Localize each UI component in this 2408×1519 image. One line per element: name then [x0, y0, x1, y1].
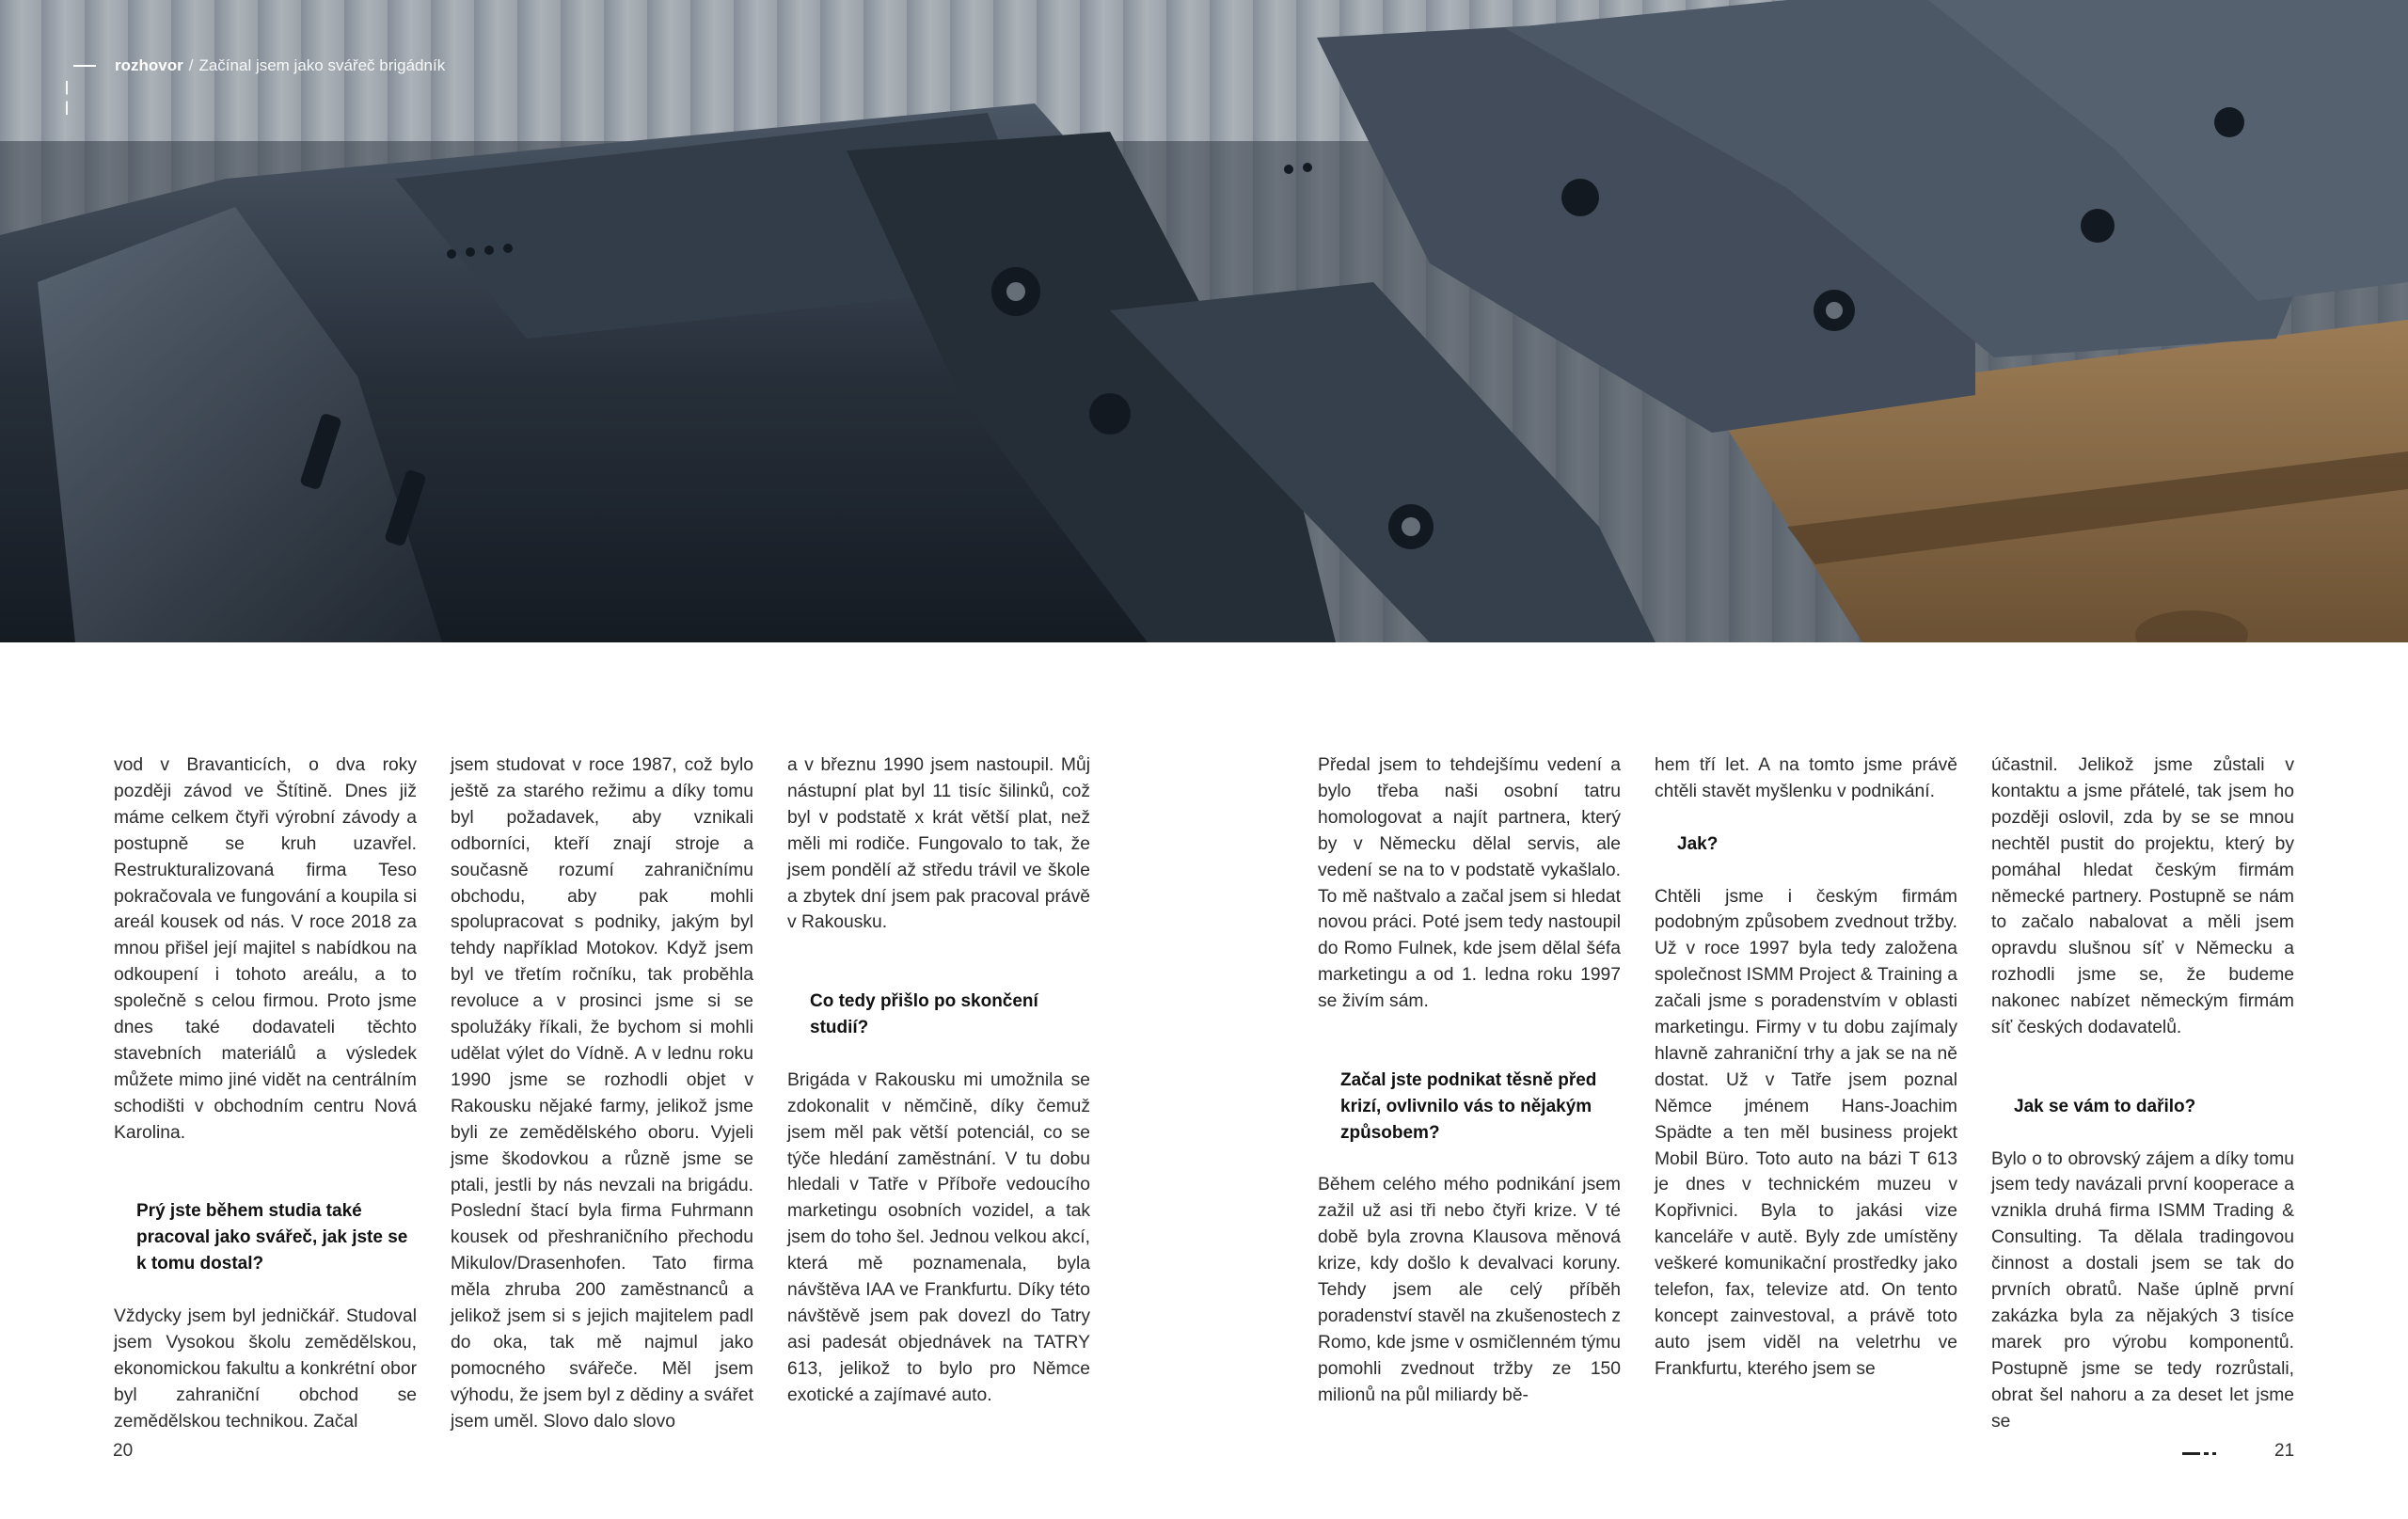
text-column-5 — [1655, 752, 1957, 1383]
interview-question: Jak se vám to dařilo? — [2014, 1096, 2196, 1116]
hero-photo — [0, 0, 2408, 642]
header-separator: / — [188, 56, 194, 74]
header-dash — [73, 65, 96, 67]
text-column-6 — [1991, 752, 2294, 1435]
paragraph-gap — [1991, 1120, 2294, 1147]
text-column-1 — [114, 752, 417, 1435]
page-number-right: 21 — [2274, 1441, 2295, 1461]
text-column-3 — [787, 752, 1090, 1409]
paragraph-gap — [114, 1277, 417, 1304]
paragraph-gap — [787, 936, 1090, 962]
paragraph-gap — [1318, 1147, 1621, 1173]
body-paragraph: Předal jsem to tehdejšímu vedení a bylo třeba naši osobní tatru homologovat a najít partnera, který by v Německu dělal servis, ale vedení se na to v podstatě vykašlalo. To mě naštvalo a začal jsem si hledat novou práci. Poté jsem tedy nastoupil do Romo Fulnek, kde jsem dělal šéfa marketingu a od 1. ledna roku 1997 se živím sám. — [1318, 755, 1621, 1012]
paragraph-gap — [1655, 805, 1957, 831]
body-paragraph: Vždycky jsem byl jedničkář. Studoval jsem Vysokou školu zemědělskou, ekonomickou fakultu a konkrétní obor byl zahraniční obchod se zemědělskou technikou. Začal — [114, 1305, 417, 1432]
body-paragraph: vod v Bravanticích, o dva roky později závod ve Štítině. Dnes již máme celkem čtyři výrobní závody a postupně se kruh uzavřel. Restrukturalizovaná firma Teso pokračovala ve fungování a koupila si areál kousek od nás. V roce 2018 za mnou přišel její majitel s nabídkou na odkoupení i tohoto areálu, a to společně s celou firmou. Proto jsme dnes také dodavateli těchto stavebních materiálů a výsledek můžete mimo jiné vidět na centrálním schodišti v obchodním centru Nová Karolina. — [114, 755, 417, 1143]
paragraph-gap — [1318, 1041, 1621, 1068]
body-paragraph: Brigáda v Rakousku mi umožnila se zdokonalit v němčině, díky čemuž jsem měl pak větší potenciál, co se týče hledání zaměstnání. V tu dobu hledali v Tatře v Příboře vedoucího marketingu osobních vozidel, a tak jsem do toho šel. Jednou velkou akcí, která mě poznamenala, byla návštěva IAA ve Frankfurtu. Díky této návštěvě jsem pak dovezl do Tatry asi padesát objednávek na TATRY 613, jelikož to bylo pro Němce exotické a zajímavé auto. — [787, 1069, 1090, 1405]
paragraph-gap — [1991, 1068, 2294, 1094]
section-label: rozhovor — [115, 56, 183, 74]
interview-question: Co tedy přišlo po skončení studií? — [810, 991, 1038, 1038]
header-vertical-mark — [66, 81, 68, 115]
body-paragraph: Chtěli jsme i českým firmám podobným způsobem zvednout tržby. Už v roce 1997 byla tedy založena společnost ISMM Project & Training a začali jsme s poradenstvím v oblasti marketingu. Firmy v tu dobu zajímaly hlavně zahraniční trhy a jak se na ně dostat. Už v Tatře jsem poznal Němce jménem Hans-Joachim Spädte a ten měl business projekt Mobil Büro. Toto auto na bázi T 613 je dnes v technickém muzeu v Kopřivnici. Byla to jakási vize kanceláře v autě. Byly zde umístěny veškeré komunikační prostředky jako telefon, fax, televize atd. On tento koncept zainvestoval, a právě toto auto jsem viděl na veletrhu ve Frankfurtu, kterého jsem se — [1655, 886, 1957, 1379]
page-number-left: 20 — [113, 1441, 134, 1461]
paragraph-gap — [1655, 858, 1957, 884]
paragraph-gap — [1318, 1015, 1621, 1041]
body-paragraph: a v březnu 1990 jsem nastoupil. Můj nástupní plat byl 11 tisíc šilinků, což byl v podstatě x krát větší plat, než měli mi rodiče. Fungovalo to tak, že jsem pondělí až středu trávil ve škole a zbytek dní jsem pak pracoval právě v Rakousku. — [787, 755, 1090, 933]
text-column-4 — [1318, 752, 1621, 1409]
paragraph-gap — [787, 1041, 1090, 1068]
article-title: Začínal jsem jako svářeč brigádník — [198, 56, 446, 74]
paragraph-gap — [787, 962, 1090, 989]
body-paragraph: Během celého mého podnikání jsem zažil už asi tři nebo čtyři krize. V té době byla zrovna Klausova měnová krize, kdy došlo k devalvaci koruny. Tehdy jsem ale celý příběh poradenství stavěl na zkušenostech z Romo, kde jsme v osmičlenném týmu pomohli zvednout tržby ze 150 milionů na půl miliardy bě- — [1318, 1175, 1621, 1405]
interview-question: Jak? — [1677, 833, 1719, 854]
text-column-2 — [451, 752, 753, 1435]
running-header — [73, 55, 445, 77]
body-paragraph: Bylo o to obrovský zájem a díky tomu jsem tedy navázali první kooperace a vznikla druhá firma ISMM Trading & Consulting. Ta dělala tradingovou činnost a dostali jsem se tak do prvních obratů. Naše úplně první zakázka byla za nějakých 3 tisíce marek pro výrobu komponentů. Postupně jsme se tedy rozrůstali, obrat šel nahoru a za deset let jsme se — [1991, 1148, 2294, 1432]
body-paragraph: jsem studovat v roce 1987, což bylo ještě za starého režimu a díky tomu byl požadavek, aby vznikali odborníci, kteří znají stroje a současně rozumí zahraničnímu obchodu, aby pak mohli spolupracovat s podniky, jakým byl tehdy například Motokov. Když jsem byl ve třetím ročníku, tak proběhla revoluce a v prosinci jsme si se spolužáky říkali, že bychom si mohli udělat výlet do Vídně. A v lednu roku 1990 jsme se rozhodli objet v Rakousku nějaké farmy, jelikož jsme byli ze zemědělského oboru. Vyjeli jsme škodovkou a různě jsme se ptali, jestli by nás nevzali na brigádu. Poslední štací byla firma Fuhrmann kousek od přeshraničního přechodu Mikulov/Drasenhofen. Tato firma měla zhruba 200 zaměstnanců a jelikož jsem si s jejich majitelem padl do oka, tak mě najmul jako pomocného svářeče. Měl jsem výhodu, že jsem byl z dědiny a svářet jsem uměl. Slovo dalo slovo — [451, 755, 753, 1432]
welded-steel-frames-photo-icon — [0, 0, 2408, 642]
interview-question: Začal jste podnikat těsně před krizí, ovlivnilo vás to nějakým způsobem? — [1340, 1069, 1597, 1143]
body-paragraph: hem tří let. A na tomto jsme právě chtěli stavět myšlenku v podnikání. — [1655, 755, 1957, 801]
paragraph-gap — [114, 1147, 417, 1173]
paragraph-gap — [1991, 1041, 2294, 1068]
interview-question: Prý jste během studia také pracoval jako svářeč, jak jste se k tomu dostal? — [136, 1201, 408, 1274]
paragraph-gap — [114, 1172, 417, 1198]
body-paragraph: účastnil. Jelikož jsme zůstali v kontaktu a jsme přátelé, tak jsem ho později oslovil, zda by se se mnou nechtěl pustit do projektu, který by pomáhal hledat českým firmám německé partnery. Postupně se nám to začalo nabalovat a měli jsem opravdu slušnou síť v Německu a rozhodli jsme se, že budeme nakonec nabízet německým firmám síť českých dodavatelů. — [1991, 755, 2294, 1038]
folio-mark — [2182, 1452, 2216, 1455]
